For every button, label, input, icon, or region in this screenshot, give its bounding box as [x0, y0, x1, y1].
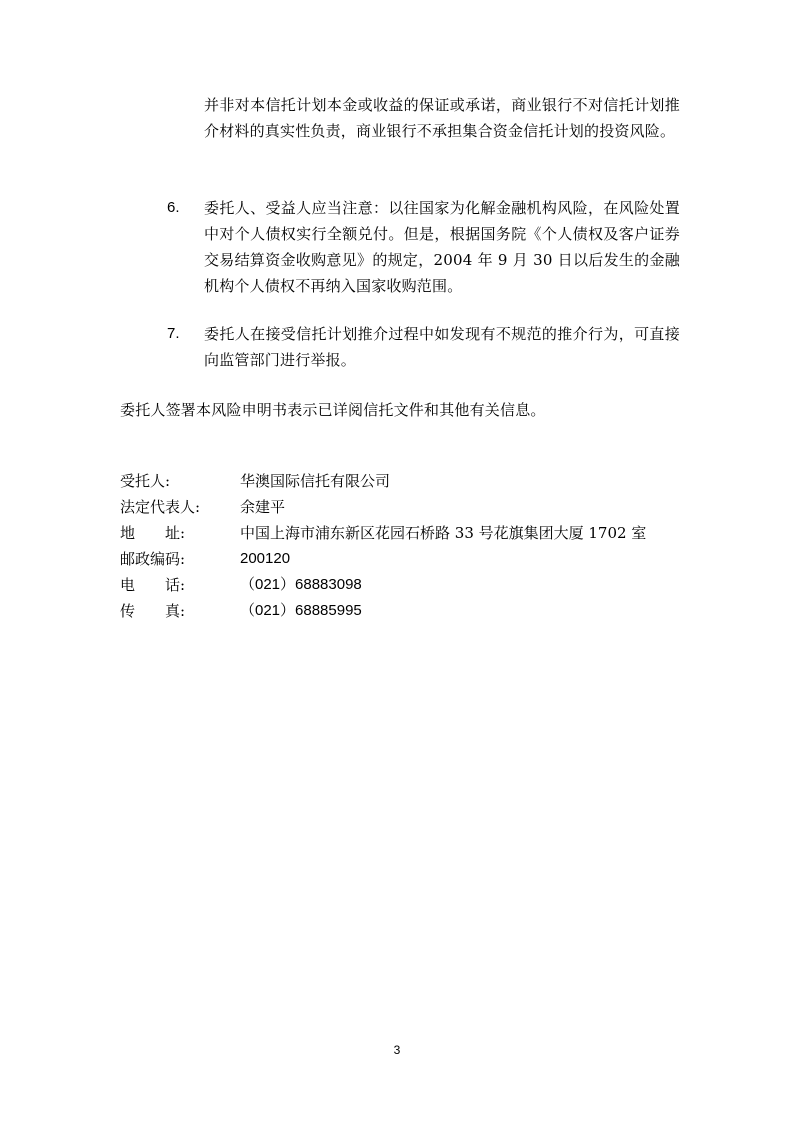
- phone-row: [120, 572, 680, 598]
- trustee-info-list: [120, 468, 680, 624]
- address-label: 地 址:: [120, 524, 186, 542]
- trustee-value: 华澳国际信托有限公司: [240, 472, 391, 490]
- signature-statement: 委托人签署本风险申明书表示已详阅信托文件和其他有关信息。: [120, 401, 546, 419]
- item-number-7: 7.: [167, 325, 180, 342]
- item-number-6: 6.: [167, 199, 180, 216]
- page-number: 3: [393, 1043, 401, 1057]
- fax-label: 传 真:: [120, 602, 186, 620]
- trustee-row: [120, 468, 680, 494]
- address-value: 中国上海市浦东新区花园石桥路 33 号花旗集团大厦 1702 室: [240, 524, 647, 542]
- trustee-label: 受托人:: [120, 472, 171, 490]
- postcode-label: 邮政编码:: [120, 550, 186, 568]
- item-6-text: 委托人、受益人应当注意：以往国家为化解金融机构风险，在风险处置中对个人债权实行全额兑付。但是，根据国务院《个人债权及客户证券交易结算资金收购意见》的规定，2004 年 9 月 30 日以后发生的金融机构个人债权不再纳入国家收购范围。: [204, 199, 680, 295]
- continuation-paragraph: 并非对本信托计划本金或收益的保证或承诺，商业银行不对信托计划推介材料的真实性负责，商业银行不承担集合资金信托计划的投资风险。: [204, 96, 680, 140]
- legal-rep-label: 法定代表人:: [120, 498, 201, 516]
- item-7-text: 委托人在接受信托计划推介过程中如发现有不规范的推介行为，可直接向监管部门进行举报。: [204, 325, 680, 369]
- phone-label: 电 话:: [120, 576, 186, 594]
- postcode-row: [120, 546, 680, 572]
- postcode-value: 200120: [240, 550, 291, 567]
- legal-rep-row: [120, 494, 680, 520]
- legal-rep-value: 余建平: [240, 498, 286, 516]
- fax-row: [120, 598, 680, 624]
- phone-value: （021）68883098: [240, 576, 362, 593]
- address-row: [120, 520, 680, 546]
- fax-value: （021）68885995: [240, 602, 362, 619]
